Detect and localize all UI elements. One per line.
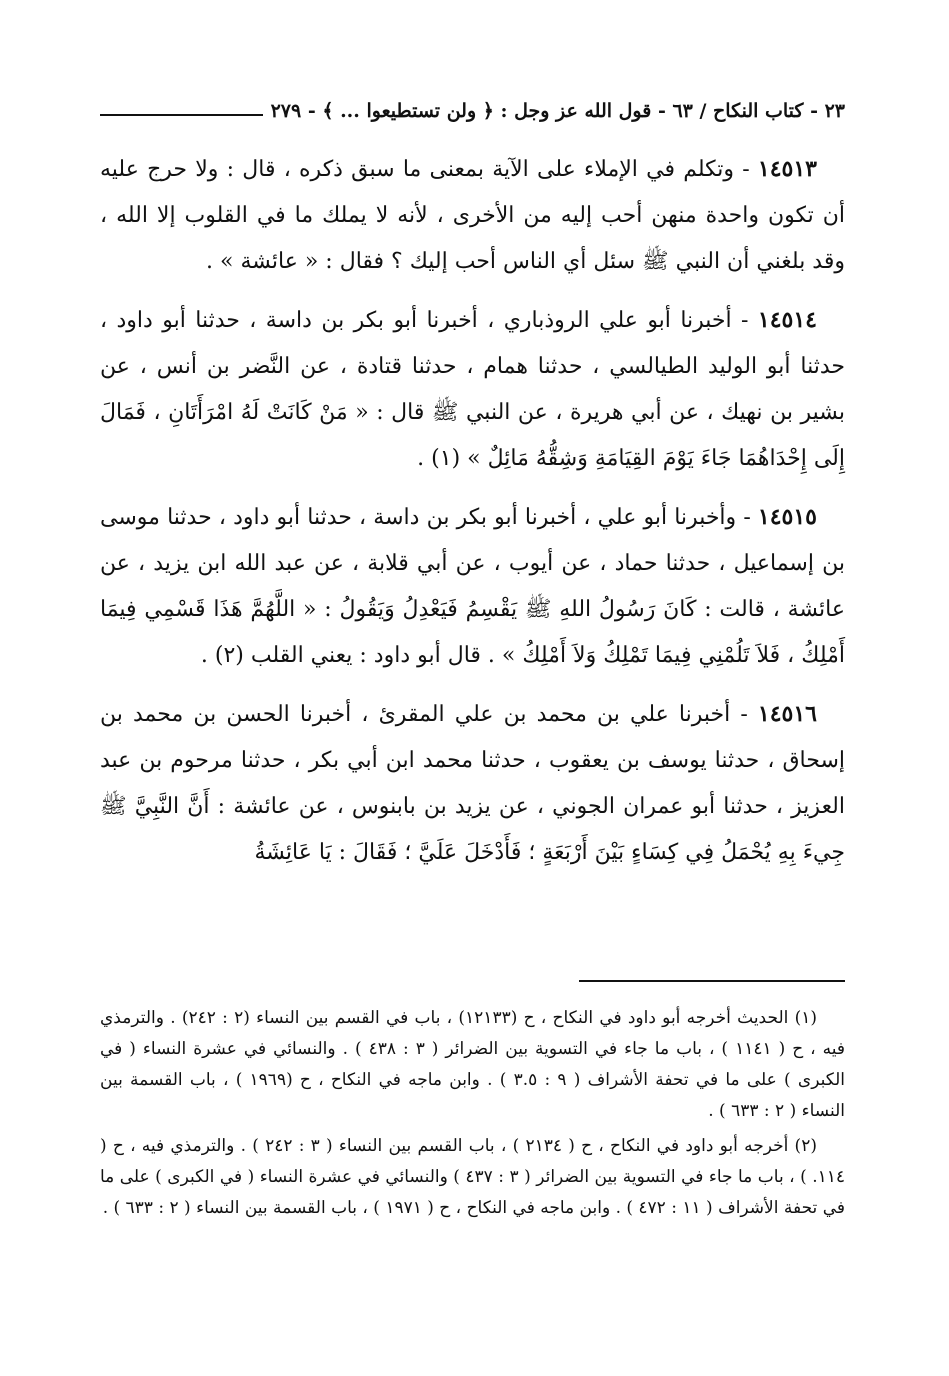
main-text <box>100 146 845 888</box>
footnote: (٢) أخرجه أبو داود في النكاح ، ح ( ٢١٣٤ ) ، باب القسم بين النساء ( ٣ : ٢٤٢ ) . والترمذي فيه ، ح ( ١١٤. ) ، باب ما جاء في التسوية بين الضرائر ( ٣ : ٤٣٧ ) والنسائي في عشرة النساء ( في الكبرى ) على ما في تحفة الأشراف ( ١١ : ٤٧٢ ) . وابن ماجه في النكاح ، ح ( ١٩٧١ ) ، باب القسمة بين النساء ( ٢ : ٦٣٣ ) . <box>100 1136 845 1218</box>
hadith-number: ١٤٥١٣ <box>757 156 817 182</box>
hadith-text: - أخبرنا علي بن محمد بن علي المقرئ ، أخبرنا الحسن بن محمد بن إسحاق ، حدثنا يوسف بن يعقوب ، حدثنا محمد ابن أبي بكر ، حدثنا مرحوم بن عبد العزيز ، حدثنا أبو عمران الجوني ، عن يزيد بن بابنوس ، عن عائشة : أَنَّ النَّبِيَّ ﷺ جِيءَ بِهِ يُحْمَلُ فِي كِسَاءٍ بَيْنَ أَرْبَعَةٍ ؛ فَأَدْخَلَ عَلَيَّ ؛ فَقَالَ : يَا عَائِشَةُ <box>100 702 845 865</box>
hadith-text: - وتكلم في الإملاء على الآية بمعنى ما سبق ذكره ، قال : ولا حرج عليه أن تكون واحدة منهن أحب إليه من الأخرى ، لأنه لا يملك ما في القلوب إلا الله ، وقد بلغني أن النبي ﷺ سئل أي الناس أحب إليك ؟ فقال : « عائشة » . <box>100 157 845 274</box>
hadith-text: - أخبرنا أبو علي الروذباري ، أخبرنا أبو بكر بن داسة ، حدثنا أبو داود ، حدثنا أبو الوليد الطيالسي ، حدثنا همام ، حدثنا قتادة ، عن النَّضر بن أنس ، عن بشير بن نهيك ، عن أبي هريرة ، عن النبي ﷺ قال : « مَنْ كَانَتْ لَهُ امْرَأَتَانِ ، فَمَالَ إِلَى إِحْدَاهُمَا جَاءَ يَوْمَ القِيَامَةِ وَشِقُّهُ مَائِلٌ » (١) . <box>100 308 845 471</box>
footnote-separator <box>579 980 845 982</box>
hadith-paragraph <box>100 297 845 482</box>
footnotes <box>100 1003 845 1228</box>
running-header-title: ٢٣ - كتاب النكاح / ٦٣ - قول الله عز وجل : ﴿ ولن تستطيعوا ... ﴾ - ٢٧٩ <box>270 100 845 122</box>
header-rule <box>100 114 263 116</box>
hadith-number: ١٤٥١٥ <box>757 504 817 530</box>
footnote: (١) الحديث أخرجه أبو داود في النكاح ، ح (١٢١٣٣) ، باب في القسم بين النساء (٢ : ٢٤٢) . والترمذي فيه ، ح ( ١١٤١ ) ، باب ما جاء في التسوية بين الضرائر ( ٣ : ٤٣٨ ) . والنسائي في عشرة النساء ( في الكبرى ) على ما في تحفة الأشراف ( ٩ : ٣.٥ ) . وابن ماجه في النكاح ، ح (١٩٦٩ ) ، باب القسمة بين النساء ( ٢ : ٦٣٣ ) . <box>100 1008 845 1121</box>
hadith-number: ١٤٥١٤ <box>757 307 817 333</box>
hadith-number: ١٤٥١٦ <box>757 701 817 727</box>
hadith-paragraph <box>100 146 845 285</box>
hadith-paragraph <box>100 691 845 876</box>
hadith-text: - وأخبرنا أبو علي ، أخبرنا أبو بكر بن داسة ، حدثنا أبو داود ، حدثنا موسى بن إسماعيل ، حدثنا حماد ، عن أيوب ، عن أبي قلابة ، عن عبد الله ابن يزيد ، عن عائشة ، قالت : كَانَ رَسُولُ اللهِ ﷺ يَقْسِمُ فَيَعْدِلُ وَيَقُولُ : « اللَّهُمَّ هَذَا قَسْمِي فِيمَا أَمْلِكُ ، فَلاَ تَلُمْنِي فِيمَا تَمْلِكُ وَلاَ أَمْلِكُ » . قال أبو داود : يعني القلب (٢) . <box>100 505 845 668</box>
running-header <box>100 92 845 122</box>
hadith-paragraph <box>100 494 845 679</box>
